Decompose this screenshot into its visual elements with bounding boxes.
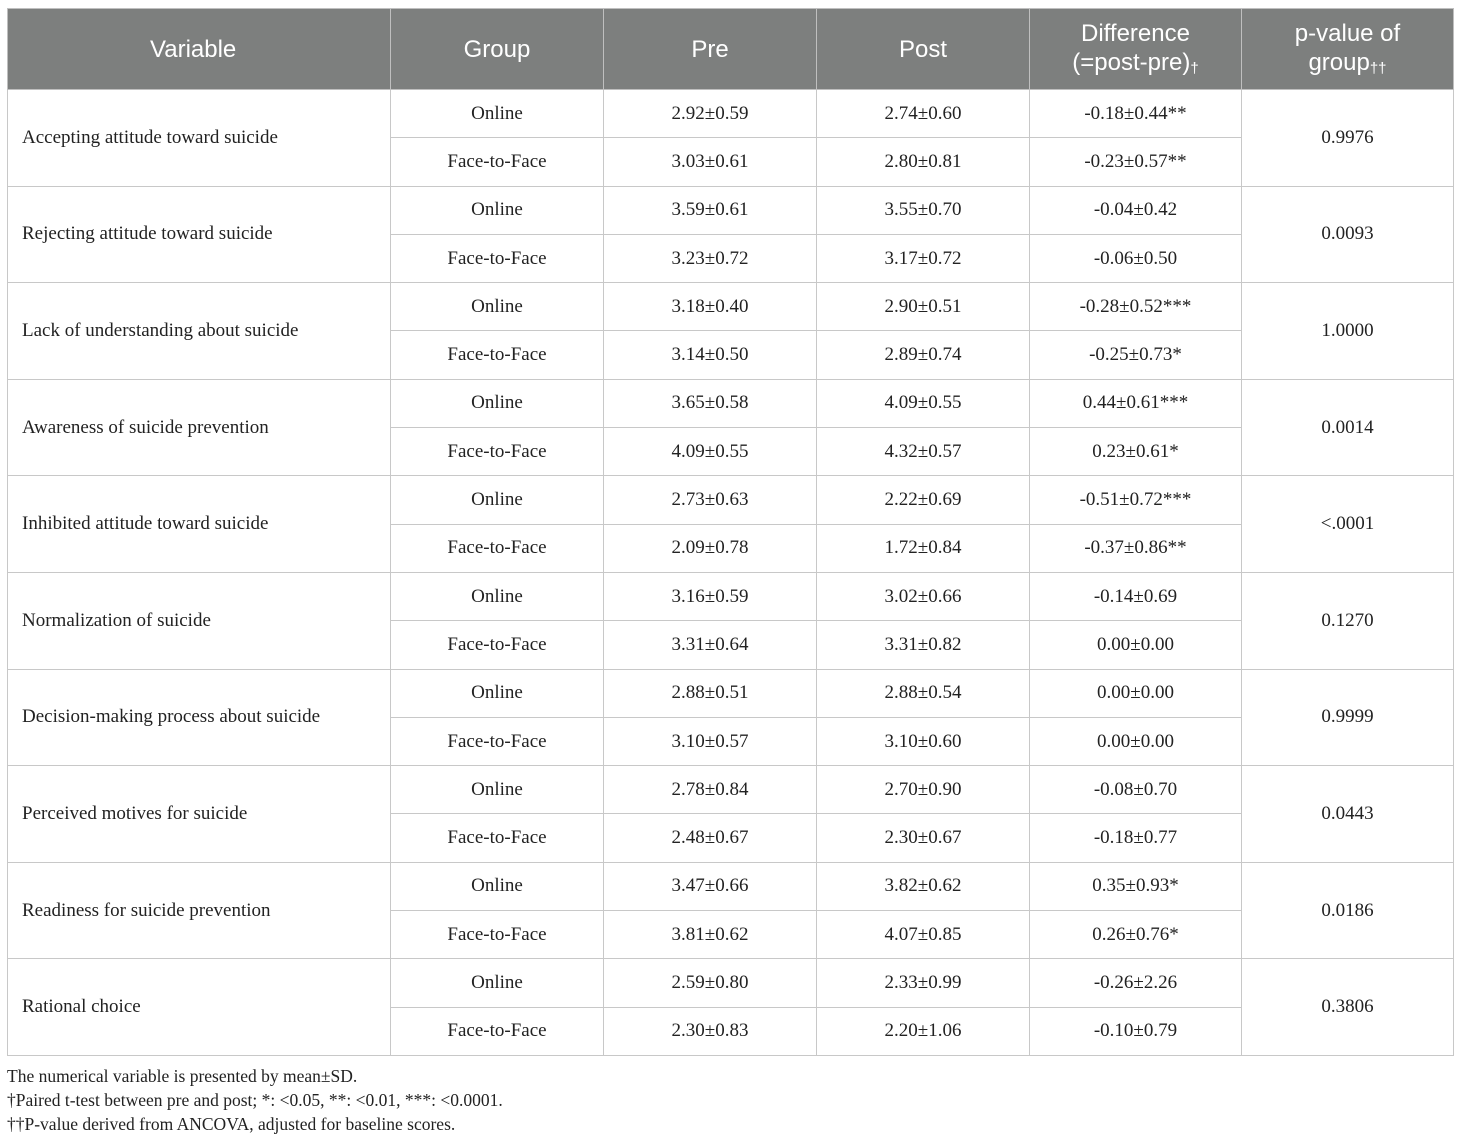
difference-cell: -0.10±0.79 xyxy=(1030,1007,1242,1055)
variable-cell: Readiness for suicide prevention xyxy=(8,862,391,959)
group-cell: Online xyxy=(391,959,604,1007)
table-header xyxy=(8,9,1454,90)
pvalue-cell: <.0001 xyxy=(1242,476,1454,573)
group-cell: Online xyxy=(391,862,604,910)
difference-cell: -0.25±0.73* xyxy=(1030,331,1242,379)
post-cell: 2.90±0.51 xyxy=(817,283,1030,331)
group-cell: Online xyxy=(391,572,604,620)
group-cell: Online xyxy=(391,283,604,331)
difference-cell: -0.14±0.69 xyxy=(1030,572,1242,620)
variable-cell: Rational choice xyxy=(8,959,391,1056)
results-table xyxy=(7,8,1454,1056)
table-body xyxy=(8,90,1454,1056)
table-row xyxy=(8,862,1454,910)
group-cell: Face-to-Face xyxy=(391,1007,604,1055)
pvalue-cell: 0.0093 xyxy=(1242,186,1454,283)
header-pvalue xyxy=(1242,9,1454,90)
header-difference xyxy=(1030,9,1242,90)
post-cell: 2.89±0.74 xyxy=(817,331,1030,379)
pre-cell: 3.18±0.40 xyxy=(604,283,817,331)
variable-cell: Lack of understanding about suicide xyxy=(8,283,391,380)
post-cell: 3.82±0.62 xyxy=(817,862,1030,910)
group-cell: Online xyxy=(391,476,604,524)
group-cell: Face-to-Face xyxy=(391,621,604,669)
pre-cell: 2.59±0.80 xyxy=(604,959,817,1007)
post-cell: 3.10±0.60 xyxy=(817,717,1030,765)
group-cell: Online xyxy=(391,186,604,234)
pre-cell: 4.09±0.55 xyxy=(604,428,817,476)
header-pvalue-line2: group xyxy=(1308,48,1370,76)
table-row xyxy=(8,959,1454,1007)
group-cell: Face-to-Face xyxy=(391,138,604,186)
pvalue-cell: 0.1270 xyxy=(1242,572,1454,669)
post-cell: 3.17±0.72 xyxy=(817,234,1030,282)
post-cell: 2.22±0.69 xyxy=(817,476,1030,524)
pre-cell: 3.47±0.66 xyxy=(604,862,817,910)
pvalue-cell: 0.0014 xyxy=(1242,379,1454,476)
difference-cell: 0.00±0.00 xyxy=(1030,717,1242,765)
group-cell: Face-to-Face xyxy=(391,524,604,572)
group-cell: Face-to-Face xyxy=(391,717,604,765)
variable-cell: Inhibited attitude toward suicide xyxy=(8,476,391,573)
variable-cell: Awareness of suicide prevention xyxy=(8,379,391,476)
table-row xyxy=(8,186,1454,234)
difference-cell: -0.04±0.42 xyxy=(1030,186,1242,234)
pre-cell: 3.59±0.61 xyxy=(604,186,817,234)
pre-cell: 3.10±0.57 xyxy=(604,717,817,765)
post-cell: 3.55±0.70 xyxy=(817,186,1030,234)
pre-cell: 3.65±0.58 xyxy=(604,379,817,427)
pre-cell: 3.31±0.64 xyxy=(604,621,817,669)
footnote-1: The numerical variable is presented by mean±SD. xyxy=(7,1066,358,1086)
difference-cell: -0.28±0.52*** xyxy=(1030,283,1242,331)
post-cell: 4.07±0.85 xyxy=(817,911,1030,959)
table-row xyxy=(8,283,1454,331)
header-pvalue-mark: †† xyxy=(1369,59,1387,77)
pre-cell: 2.73±0.63 xyxy=(604,476,817,524)
header-difference-line1: Difference xyxy=(1081,19,1190,47)
header-difference-mark: † xyxy=(1190,59,1199,77)
header-row xyxy=(8,9,1454,90)
difference-cell: 0.44±0.61*** xyxy=(1030,379,1242,427)
table-row xyxy=(8,476,1454,524)
table-row xyxy=(8,572,1454,620)
group-cell: Online xyxy=(391,669,604,717)
difference-cell: -0.06±0.50 xyxy=(1030,234,1242,282)
pre-cell: 2.09±0.78 xyxy=(604,524,817,572)
difference-cell: 0.26±0.76* xyxy=(1030,911,1242,959)
group-cell: Face-to-Face xyxy=(391,428,604,476)
group-cell: Online xyxy=(391,766,604,814)
group-cell: Face-to-Face xyxy=(391,911,604,959)
variable-cell: Accepting attitude toward suicide xyxy=(8,90,391,187)
difference-cell: -0.18±0.77 xyxy=(1030,814,1242,862)
header-pre: Pre xyxy=(604,9,817,90)
pre-cell: 3.14±0.50 xyxy=(604,331,817,379)
pvalue-cell: 0.0186 xyxy=(1242,862,1454,959)
pvalue-cell: 0.0443 xyxy=(1242,766,1454,863)
header-variable: Variable xyxy=(8,9,391,90)
pvalue-cell: 0.9999 xyxy=(1242,669,1454,766)
header-difference-line2: (=post-pre) xyxy=(1072,48,1191,76)
post-cell: 4.32±0.57 xyxy=(817,428,1030,476)
post-cell: 2.80±0.81 xyxy=(817,138,1030,186)
pre-cell: 2.88±0.51 xyxy=(604,669,817,717)
group-cell: Online xyxy=(391,379,604,427)
pre-cell: 2.78±0.84 xyxy=(604,766,817,814)
header-group: Group xyxy=(391,9,604,90)
pvalue-cell: 0.3806 xyxy=(1242,959,1454,1056)
difference-cell: 0.23±0.61* xyxy=(1030,428,1242,476)
difference-cell: 0.00±0.00 xyxy=(1030,621,1242,669)
post-cell: 2.33±0.99 xyxy=(817,959,1030,1007)
difference-cell: 0.00±0.00 xyxy=(1030,669,1242,717)
group-cell: Online xyxy=(391,90,604,138)
variable-cell: Decision-making process about suicide xyxy=(8,669,391,766)
pre-cell: 3.03±0.61 xyxy=(604,138,817,186)
header-pvalue-line1: p-value of xyxy=(1294,19,1401,47)
variable-cell: Rejecting attitude toward suicide xyxy=(8,186,391,283)
footnote-3: ††P-value derived from ANCOVA, adjusted for baseline scores. xyxy=(7,1114,456,1134)
pvalue-cell: 1.0000 xyxy=(1242,283,1454,380)
difference-cell: -0.23±0.57** xyxy=(1030,138,1242,186)
difference-cell: 0.35±0.93* xyxy=(1030,862,1242,910)
table-row xyxy=(8,90,1454,138)
table-row xyxy=(8,379,1454,427)
difference-cell: -0.51±0.72*** xyxy=(1030,476,1242,524)
post-cell: 2.88±0.54 xyxy=(817,669,1030,717)
difference-cell: -0.18±0.44** xyxy=(1030,90,1242,138)
post-cell: 2.30±0.67 xyxy=(817,814,1030,862)
group-cell: Face-to-Face xyxy=(391,331,604,379)
post-cell: 4.09±0.55 xyxy=(817,379,1030,427)
footnote-2: †Paired t-test between pre and post; *: <0.05, **: <0.01, ***: <0.0001. xyxy=(7,1090,503,1110)
post-cell: 2.20±1.06 xyxy=(817,1007,1030,1055)
pre-cell: 3.16±0.59 xyxy=(604,572,817,620)
pre-cell: 3.23±0.72 xyxy=(604,234,817,282)
post-cell: 2.70±0.90 xyxy=(817,766,1030,814)
table-row xyxy=(8,669,1454,717)
post-cell: 1.72±0.84 xyxy=(817,524,1030,572)
pvalue-cell: 0.9976 xyxy=(1242,90,1454,187)
post-cell: 2.74±0.60 xyxy=(817,90,1030,138)
pre-cell: 2.48±0.67 xyxy=(604,814,817,862)
variable-cell: Normalization of suicide xyxy=(8,572,391,669)
pre-cell: 3.81±0.62 xyxy=(604,911,817,959)
group-cell: Face-to-Face xyxy=(391,234,604,282)
post-cell: 3.02±0.66 xyxy=(817,572,1030,620)
group-cell: Face-to-Face xyxy=(391,814,604,862)
difference-cell: -0.08±0.70 xyxy=(1030,766,1242,814)
pre-cell: 2.30±0.83 xyxy=(604,1007,817,1055)
difference-cell: -0.26±2.26 xyxy=(1030,959,1242,1007)
post-cell: 3.31±0.82 xyxy=(817,621,1030,669)
footnotes xyxy=(7,1064,503,1136)
pre-cell: 2.92±0.59 xyxy=(604,90,817,138)
table-container xyxy=(7,8,1453,1056)
header-post: Post xyxy=(817,9,1030,90)
difference-cell: -0.37±0.86** xyxy=(1030,524,1242,572)
variable-cell: Perceived motives for suicide xyxy=(8,766,391,863)
table-row xyxy=(8,766,1454,814)
